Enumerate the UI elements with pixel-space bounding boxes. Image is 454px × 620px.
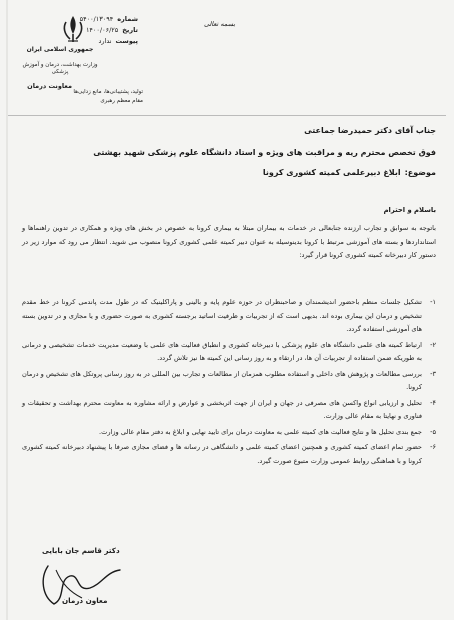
duty-item-number: ۱- (430, 298, 436, 306)
duty-item (22, 368, 436, 395)
subject-line (263, 168, 436, 177)
duty-item-number: ۲- (430, 340, 436, 349)
meta-attachment-row (8, 36, 138, 47)
meta-date-value: ۱۴۰۰/۰۶/۲۵ (85, 26, 119, 34)
subject-label: موضوع: (404, 168, 436, 177)
bismillah-heading: بسمه تعالی (204, 20, 236, 28)
meta-attachment-label: پیوست (115, 37, 138, 45)
ministry-title: جمهوری اسلامی ایران (26, 46, 94, 53)
duty-item (22, 339, 436, 366)
duty-item-number: ۳- (430, 369, 436, 378)
meta-number-label: شماره (117, 15, 138, 23)
duty-item-number: ۴- (430, 398, 436, 407)
duty-item (22, 296, 436, 337)
duty-item (22, 397, 436, 424)
duty-item-number: ۵- (430, 427, 436, 436)
duty-item-text: ارتباط کمیته های علمی دانشگاه های علوم پزشکی با دبیرخانه کشوری و انطباق فعالیت های علمی با وضعیت مدیریت خدمات تشخیصی و درمانی به طوریکه ضمن استفاده از تجربیات آن ها، در ارتقاء و به روز رسانی این کمیته ها نیز تلاش گردد. (22, 340, 422, 362)
duty-item-text: تشکیل جلسات منظم باحضور اندیشمندان و صاحبنظران در حوزه علوم پایه و بالینی و پاراکلینیک که در طول مدت پاندمی کرونا در خط مقدم تشخیص و درمان این بیماری بوده اند. بدیهی است که از تجربیات و ظرفیت اساتید برجسته کشوری به صورت حضوری و یا مجازی و در تدوین بسته های آموزشی استفاده گردد. (22, 298, 422, 333)
duty-item-text: جمع بندی تحلیل ها و نتایج فعالیت های کمیته علمی به معاونت درمان برای تایید نهایی و ابلاغ به دفتر مقام عالی وزارت. (99, 427, 422, 436)
duty-item (22, 426, 436, 440)
duty-item-text: تحلیل و ارزیابی انواع واکسن های مصرفی در جهان و ایران از جهت اثربخشی و عوارض و ارائه مشاوره به معاونت محترم بهداشت و تحقیقات و فناوری و نهایتا به مقام عالی وزارت. (22, 398, 422, 420)
meta-date-row (8, 25, 138, 36)
duty-item (22, 441, 436, 468)
intro-paragraph: باتوجه به سوابق و تجارب ارزنده جنابعالی در خدمات به بیماران مبتلا به بیماری کرونا به خصوص در بخش های ویژه و همکاری در تدوین راهنماها و استانداردها و بسته های آموزشی مرتبط با کرونا بدینوسیله به عنوان دبیر کمیته علمی کشوری کرونا منصوب می شوید. انتظار می رود که موارد زیر در دستور کار دبیرخانه کمیته کشوری کرونا قرار گیرد: (22, 224, 436, 259)
signatory-title: معاون درمان (62, 596, 108, 605)
addressee-name: جناب آقای دکتر حمیدرضا جماعتی (304, 126, 436, 135)
addressee-title: فوق تخصص محترم ریه و مراقبت های ویژه و استاد دانشگاه علوم پزشکی شهید بهشتی (93, 148, 436, 157)
subject-text: ابلاغ دبیرعلمی کمیته کشوری کرونا (262, 168, 401, 177)
duties-list (22, 296, 436, 470)
duty-item-number: ۶- (430, 443, 436, 451)
letter-meta (8, 14, 138, 47)
meta-date-label: تاریخ (122, 26, 138, 34)
header-divider (8, 115, 446, 116)
ministry-subtitle: وزارت بهداشت، درمان و آموزش پزشکی (22, 62, 98, 75)
meta-attachment-value: ندارد (98, 37, 112, 45)
duty-item-text: حضور تمام اعضای کمیته کشوری و همچنین اعضای کمیته علمی و دانشگاهی در رسانه ها و فضای مجازی صرفا با پیشنهاد دبیرخانه کمیته کشوری کرونا و با هماهنگی روابط عمومی وزارت متبوع صورت گیرد. (22, 443, 422, 465)
tagline: تولید، پشتیبانی‌ها، مانع زدایی‌ها مقام معظم رهبری (73, 89, 143, 104)
signatory-name: دکتر قاسم جان بابایی (42, 546, 120, 555)
meta-number-value: ۵۴۰۰/۱۳۰۹۴ (79, 15, 114, 23)
meta-number-row (8, 14, 138, 25)
duty-item-text: بررسی مطالعات و پژوهش های داخلی و استفاده مطلوب همزمان از مطالعات و تجارب بین المللی در به روز رسانی پروتکل های تشخیص و درمان کرونا. (22, 369, 422, 391)
greeting: باسلام و احترام (383, 206, 436, 214)
deputy-label: معاونت درمان (27, 82, 72, 90)
